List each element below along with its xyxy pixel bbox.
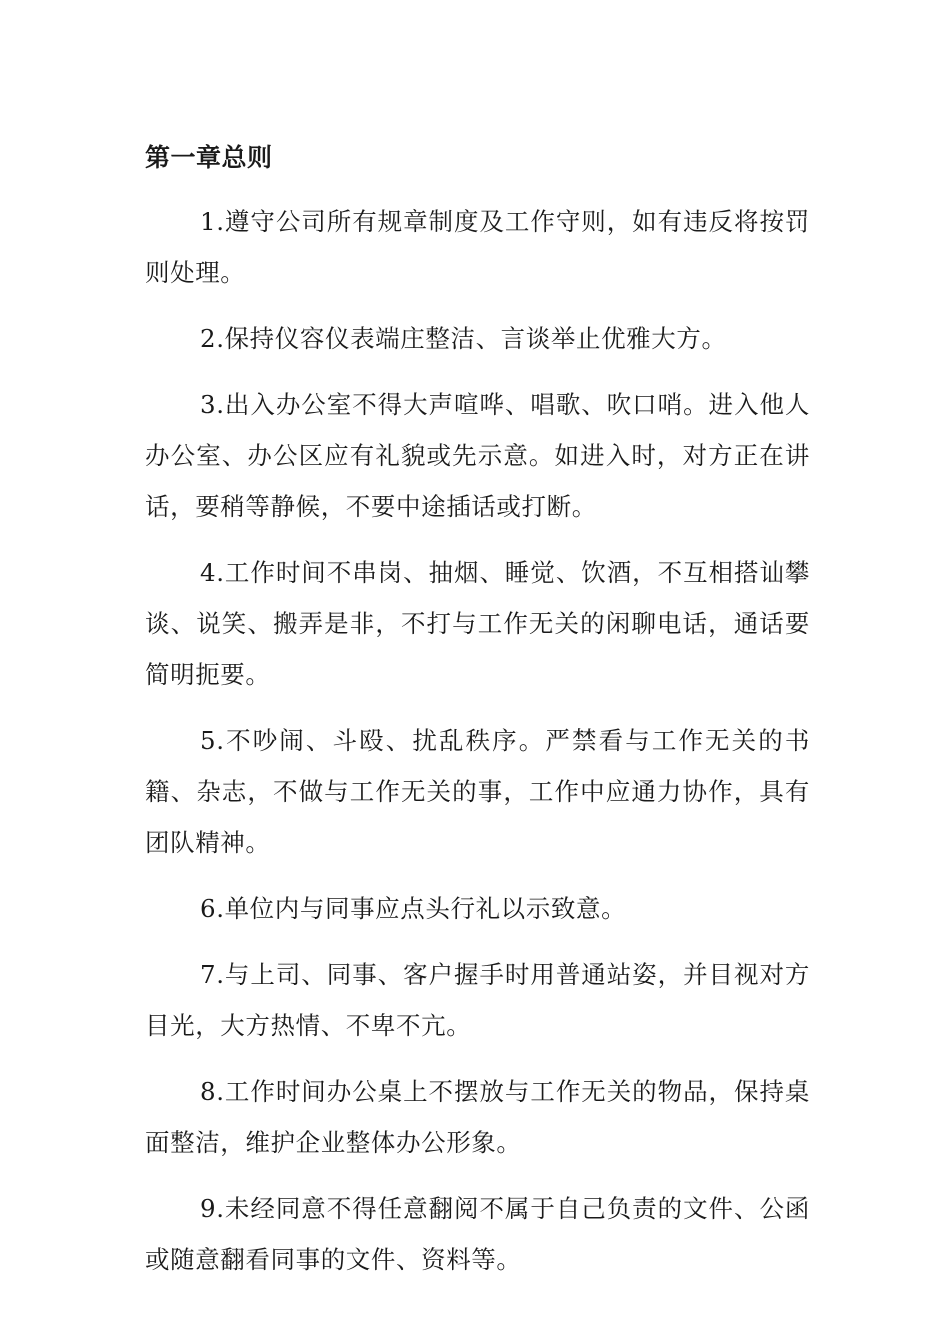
paragraph-rule-4: 4.工作时间不串岗、抽烟、睡觉、饮酒，不互相搭讪攀谈、说笑、搬弄是非，不打与工作无关的闲聊电话，通话要简明扼要。 [145, 558, 810, 689]
paragraph-rule-6: 6.单位内与同事应点头行礼以示致意。 [200, 894, 627, 923]
paragraph-rule-8: 8.工作时间办公桌上不摆放与工作无关的物品，保持桌面整洁，维护企业整体办公形象。 [145, 1077, 810, 1157]
paragraph-rule-2: 2.保持仪容仪表端庄整洁、言谈举止优雅大方。 [200, 324, 727, 353]
paragraph-rule-5: 5.不吵闹、斗殴、扰乱秩序。严禁看与工作无关的书籍、杂志，不做与工作无关的事，工作中应通力协作，具有团队精神。 [145, 726, 810, 857]
paragraph-rule-9: 9.未经同意不得任意翻阅不属于自己负责的文件、公函或随意翻看同事的文件、资料等。 [145, 1194, 810, 1274]
chapter-title: 第一章总则 [145, 143, 273, 172]
paragraph-rule-7: 7.与上司、同事、客户握手时用普通站姿，并目视对方目光，大方热情、不卑不亢。 [145, 960, 810, 1040]
document-body [145, 196, 810, 1300]
paragraph-rule-1: 1.遵守公司所有规章制度及工作守则，如有违反将按罚则处理。 [145, 207, 810, 287]
paragraph-rule-3: 3.出入办公室不得大声喧哗、唱歌、吹口哨。进入他人办公室、办公区应有礼貌或先示意。如进入时，对方正在讲话，要稍等静候，不要中途插话或打断。 [145, 390, 810, 521]
